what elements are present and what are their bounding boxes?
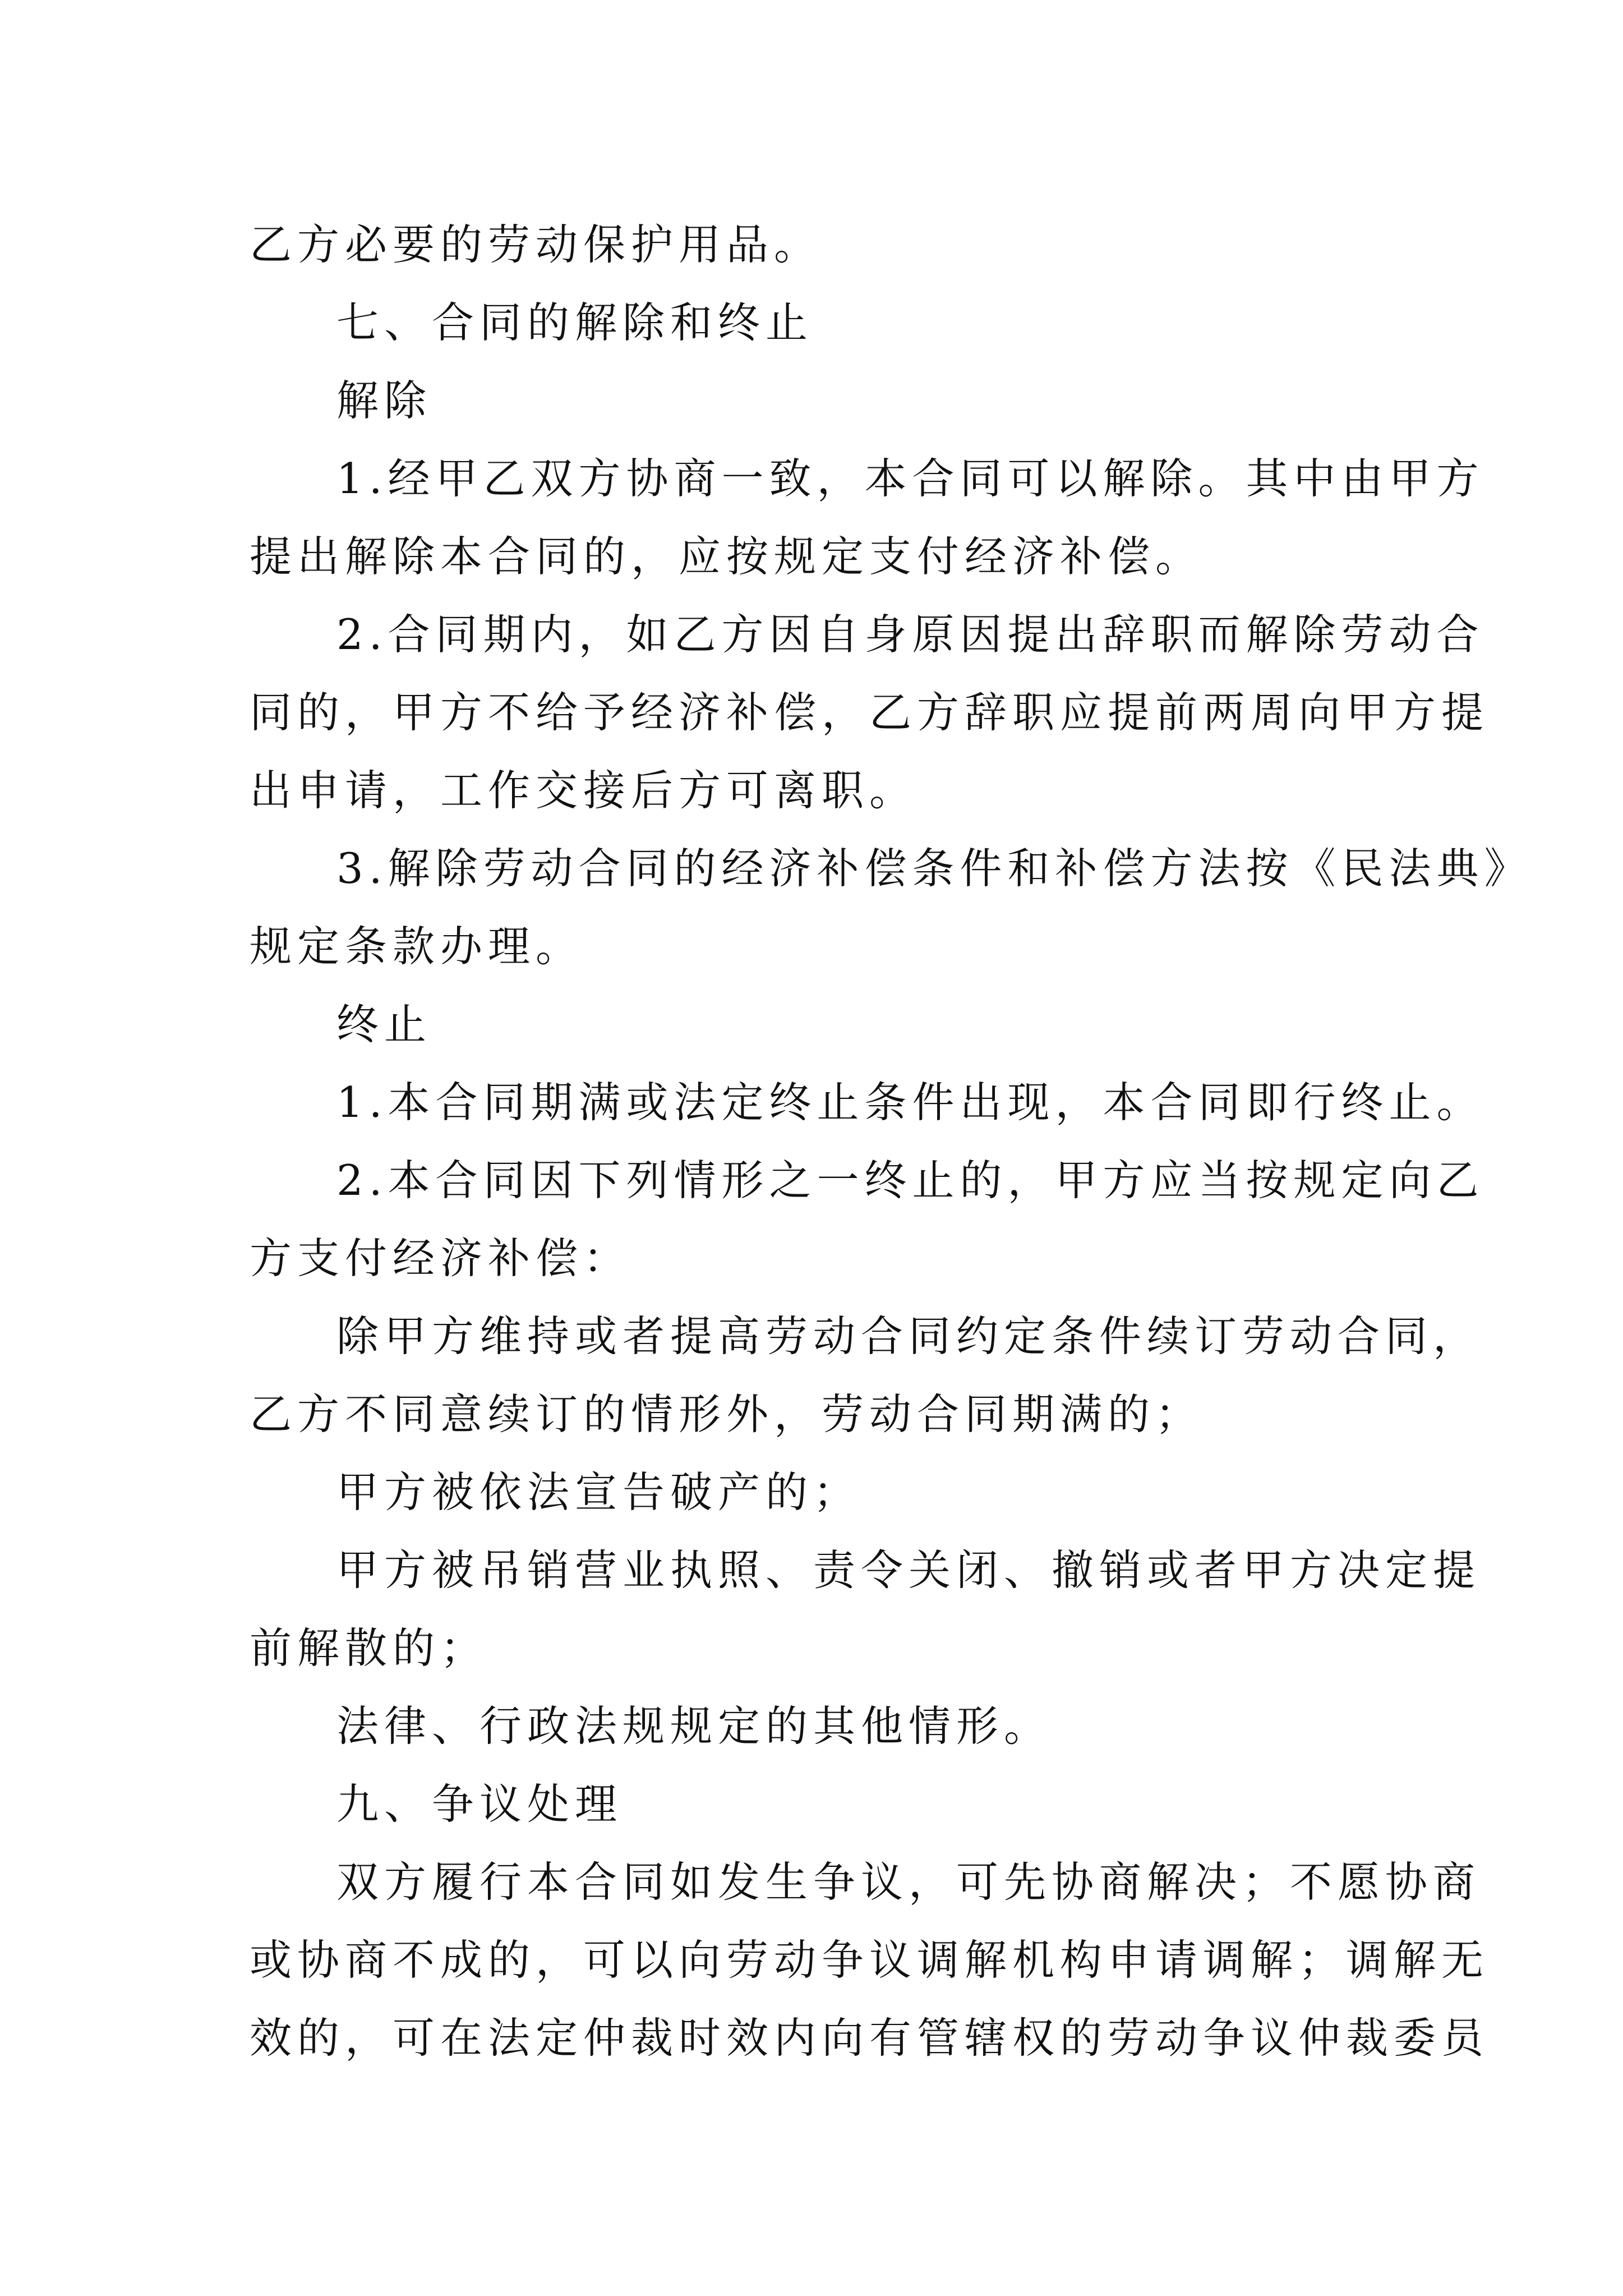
section-heading-termination: 七、合同的解除和终止 [336,298,814,347]
text-line-20: 法律、行政法规规定的其他情形。 [336,1701,1052,1751]
text-line-15: 除甲方维持或者提高劳动合同约定条件续订劳动合同， [336,1312,1481,1361]
document-body [250,206,1532,2077]
text-line-5: 提出解除本合同的，应按规定支付经济补偿。 [250,532,1204,581]
text-line-8: 出申请，工作交接后方可离职。 [250,766,917,815]
text-line-18: 甲方被吊销营业执照、责令关闭、撤销或者甲方决定提 [336,1545,1481,1595]
text-line-16: 乙方不同意续订的情形外，劳动合同期满的； [250,1389,1204,1439]
text-line-12: 1.本合同期满或法定终止条件出现，本合同即行终止。 [336,1078,1484,1127]
text-line-7: 同的，甲方不给予经济补偿，乙方辞职应提前两周向甲方提 [250,688,1490,737]
text-line-23: 或协商不成的，可以向劳动争议调解机构申请调解；调解无 [250,1935,1490,1985]
text-line-17: 甲方被依法宣告破产的； [336,1467,861,1517]
text-line-6: 2.合同期内，如乙方因自身原因提出辞职而解除劳动合 [336,610,1484,659]
text-line-24: 效的，可在法定仲裁时效内向有管辖权的劳动争议仲裁委员 [250,2013,1490,2063]
text-line-1: 乙方必要的劳动保护用品。 [250,220,822,269]
text-line-9: 3.解除劳动合同的经济补偿条件和补偿方法按《民法典》 [336,844,1532,893]
text-line-10: 规定条款办理。 [250,922,584,971]
text-line-13: 2.本合同因下列情形之一终止的，甲方应当按规定向乙 [336,1156,1484,1205]
subheading-termination: 终止 [336,1000,432,1049]
section-heading-dispute: 九、争议处理 [336,1779,623,1829]
subheading-rescission: 解除 [336,376,432,425]
text-line-22: 双方履行本合同如发生争议，可先协商解决；不愿协商 [336,1857,1481,1907]
text-line-4: 1.经甲乙双方协商一致，本合同可以解除。其中由甲方 [336,454,1484,503]
text-line-14: 方支付经济补偿： [250,1234,631,1283]
text-line-19: 前解散的； [250,1623,488,1673]
